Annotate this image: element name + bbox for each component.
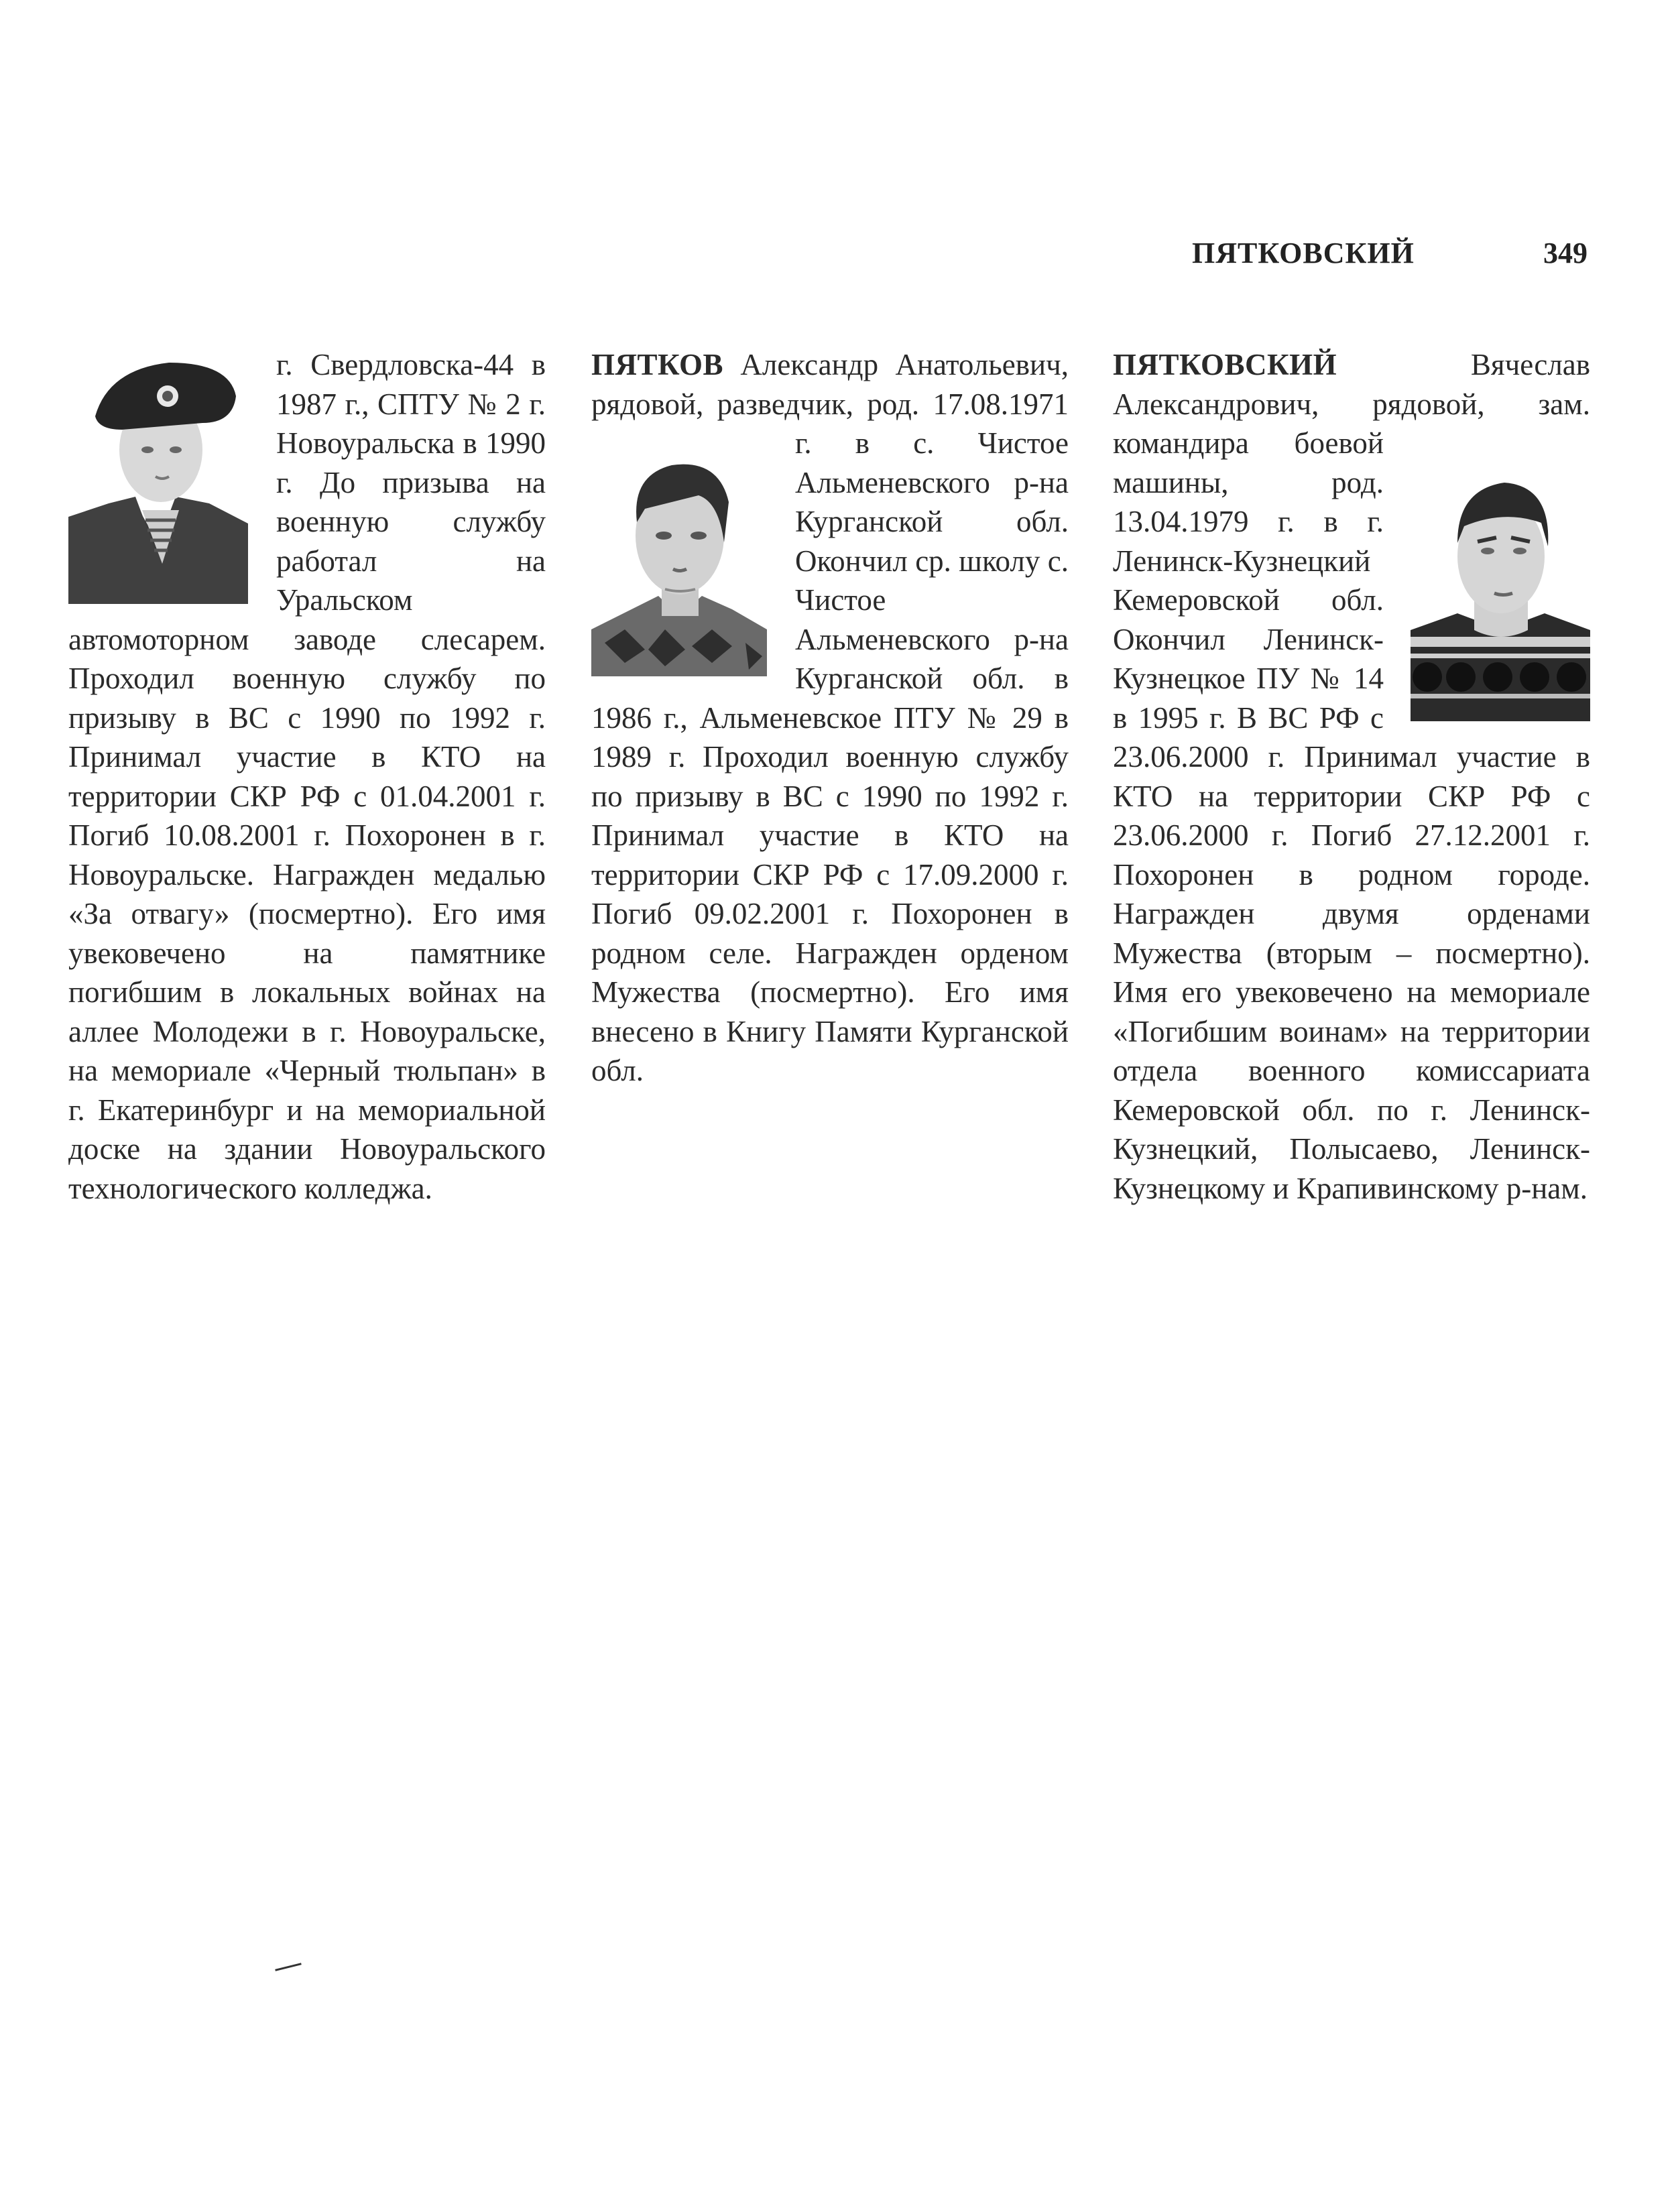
entry-column-1 — [68, 345, 546, 1208]
entry-column-3 — [1113, 345, 1590, 1208]
entry-2-body: Александр Анатольевич, рядовой, разведчик, род. 17.08.1971 г. в с. Чистое Альменевского р-на Курганской обл. Окончил ср. школу с. Чистое Альменевского р-на Курганской обл. в 1986 г., Альменевское ПТУ № 29 в 1989 г. Проходил военную службу по призыву в ВС с 1990 по 1992 г. Принимал участие в КТО на территории СКР РФ с 17.09.2000 г. Погиб 09.02.2001 г. Похоронен в родном селе. Награжден орденом Мужества (посмертно). Его имя внесено в Книгу Памяти Курганской обл. — [591, 348, 1069, 1087]
entry-text-2 — [591, 345, 1069, 1091]
young-man-portrait-image — [1411, 463, 1590, 721]
entry-column-2 — [591, 345, 1069, 1091]
entry-1-body: г. Свердловска-44 в 1987 г., СПТУ № 2 г. Новоуральска в 1990 г. До призыва на военную службу работал на Уральском автомоторном заводе слесарем. Проходил военную службу по призыву в ВС с 1990 по 1992 г. Принимал участие в КТО на территории СКР РФ с 01.04.2001 г. Погиб 10.08.2001 г. Похоронен в г. Новоуральске. Награжден медалью «За отвагу» (посмертно). Его имя увековечено на памятнике погибшим в локальных войнах на аллее Молодежи в г. Новоуральске, на мемориале «Черный тюльпан» в г. Екатеринбург и на мемориальной доске на здании Новоуральского технологического колледжа. — [68, 348, 546, 1205]
entry-2-surname: ПЯТКОВ — [591, 348, 724, 381]
portrait-photo-man-3 — [1411, 463, 1590, 721]
scan-artifact-mark — [275, 1963, 302, 1971]
portrait-photo-man-2 — [591, 428, 767, 676]
running-head: ПЯТКОВСКИЙ — [1192, 237, 1415, 269]
entry-3-body: Вячеслав Александрович, рядовой, зам. командира боевой машины, род. 13.04.1979 г. в г. Ленинск-Кузнецкий Кемеровской обл. Окончил Ленинск-Кузнецкое ПУ № 14 в 1995 г. В ВС РФ с 23.06.2000 г. Принимал участие в КТО на территории СКР РФ с 23.06.2000 г. Погиб 27.12.2001 г. Похоронен в родном городе. Награжден двумя орденами Мужества (вторым – посмертно). Имя его увековечено на мемориале «Погибшим воинам» на территории отдела военного комиссариата Кемеровской обл. по г. Ленинск-Кузнецкий, Полысаево, Ленинск-Кузнецкому и Крапивинскому р-нам. — [1113, 348, 1590, 1205]
man-portrait-image — [591, 428, 767, 676]
soldier-portrait-image — [68, 349, 248, 604]
portrait-photo-soldier — [68, 349, 248, 604]
page-number: 349 — [1543, 237, 1588, 269]
entry-text-3 — [1113, 345, 1590, 1208]
entry-3-surname: ПЯТКОВСКИЙ — [1113, 348, 1337, 381]
